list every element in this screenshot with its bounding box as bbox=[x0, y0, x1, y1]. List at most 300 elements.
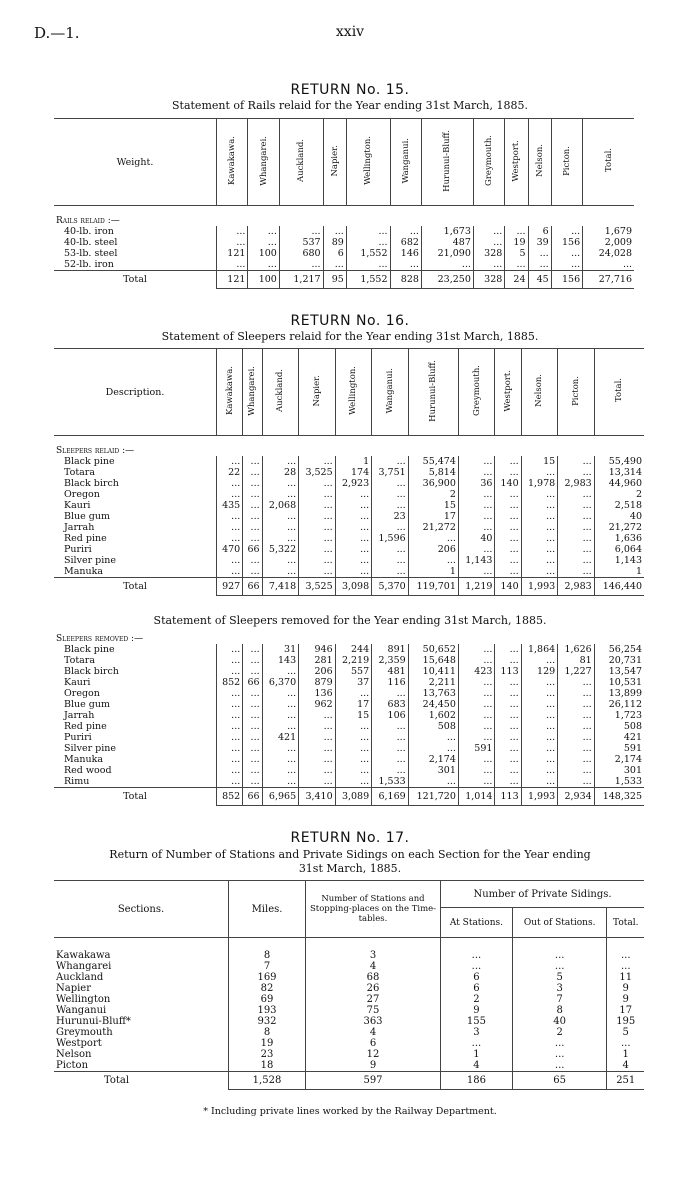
table-cell: ... bbox=[243, 511, 262, 522]
total-label: Total bbox=[54, 1072, 229, 1090]
table-cell: ... bbox=[299, 765, 336, 776]
table-cell: ... bbox=[528, 248, 551, 259]
cell-total: 9 bbox=[607, 994, 644, 1005]
table-row bbox=[54, 237, 634, 248]
table-cell: 50,652 bbox=[408, 644, 458, 655]
table-cell: ... bbox=[335, 533, 372, 544]
table-cell: 39 bbox=[528, 237, 551, 248]
return-16-subtitle: Statement of Sleepers relaid for the Year ending 31st March, 1885. bbox=[161, 330, 539, 343]
table-cell: 301 bbox=[594, 765, 644, 776]
table-cell: ... bbox=[458, 732, 495, 743]
table-cell: ... bbox=[323, 259, 346, 271]
table-cell: ... bbox=[558, 743, 595, 754]
table-cell: ... bbox=[495, 776, 521, 788]
table-cell: ... bbox=[390, 226, 421, 237]
table-cell: ... bbox=[408, 732, 458, 743]
cell-at: 9 bbox=[441, 1005, 513, 1016]
table-cell: 3,751 bbox=[372, 467, 409, 478]
table-cell: ... bbox=[495, 467, 521, 478]
table-cell: 89 bbox=[323, 237, 346, 248]
column-header bbox=[473, 119, 504, 206]
section-row bbox=[54, 206, 634, 227]
column-header-label: Hurunui-Bluff. bbox=[428, 359, 439, 422]
total-cell: 66 bbox=[243, 578, 262, 596]
row-label: Black birch bbox=[64, 666, 119, 677]
table-cell: ... bbox=[217, 489, 243, 500]
table-cell: 10,531 bbox=[594, 677, 644, 688]
table-cell: 15 bbox=[408, 500, 458, 511]
table-cell: ... bbox=[346, 237, 390, 248]
table-cell: ... bbox=[458, 765, 495, 776]
at-stations-header: At Stations. bbox=[441, 908, 513, 938]
table-cell: ... bbox=[243, 743, 262, 754]
table-cell: 22 bbox=[217, 467, 243, 478]
table-cell: ... bbox=[558, 677, 595, 688]
cell-out: 8 bbox=[512, 1005, 607, 1016]
table-cell: ... bbox=[299, 743, 336, 754]
table-cell: 24,450 bbox=[408, 699, 458, 710]
column-header bbox=[558, 349, 595, 436]
table-cell: ... bbox=[521, 732, 558, 743]
table-cell: ... bbox=[495, 655, 521, 666]
table-cell: ... bbox=[495, 754, 521, 765]
total-cell: 113 bbox=[495, 788, 521, 806]
section-name: Westport bbox=[56, 1038, 102, 1049]
cell-total: ... bbox=[607, 938, 644, 962]
column-header bbox=[243, 349, 262, 436]
table-cell: ... bbox=[262, 710, 299, 721]
table-cell: ... bbox=[495, 500, 521, 511]
table-cell: 1,636 bbox=[594, 533, 644, 544]
table-cell: ... bbox=[558, 522, 595, 533]
row-label: Manuka bbox=[64, 566, 104, 577]
table-cell: ... bbox=[521, 533, 558, 544]
table-cell: 6,370 bbox=[262, 677, 299, 688]
table-cell: ... bbox=[458, 467, 495, 478]
table-cell: ... bbox=[262, 754, 299, 765]
total-cell: 23,250 bbox=[421, 271, 473, 289]
total-cell: 2,934 bbox=[558, 788, 595, 806]
table-cell: 17 bbox=[408, 511, 458, 522]
table-cell: ... bbox=[217, 710, 243, 721]
cell-at: 3 bbox=[441, 1027, 513, 1038]
table-cell: 281 bbox=[299, 655, 336, 666]
table-cell: ... bbox=[243, 710, 262, 721]
table-cell: ... bbox=[495, 489, 521, 500]
table-cell: ... bbox=[551, 226, 582, 237]
table-cell: ... bbox=[262, 699, 299, 710]
total-row bbox=[54, 1072, 644, 1090]
table-cell: 36,900 bbox=[408, 478, 458, 489]
total-out: 65 bbox=[512, 1072, 607, 1090]
table-row bbox=[54, 765, 644, 776]
table-cell: 1,602 bbox=[408, 710, 458, 721]
table-row bbox=[54, 938, 644, 962]
column-header bbox=[346, 119, 390, 206]
total-cell: 852 bbox=[217, 788, 243, 806]
table-cell: 113 bbox=[495, 666, 521, 677]
cell-miles: 18 bbox=[229, 1060, 306, 1072]
total-cell: 45 bbox=[528, 271, 551, 289]
table-row bbox=[54, 544, 644, 555]
row-label: Red wood bbox=[64, 765, 112, 776]
table-cell: ... bbox=[458, 754, 495, 765]
section-name: Greymouth bbox=[56, 1027, 113, 1038]
table-cell: ... bbox=[372, 721, 409, 732]
total-cell: 121 bbox=[217, 271, 248, 289]
total-label: Total bbox=[54, 271, 217, 289]
sleepers-relaid-table bbox=[54, 348, 644, 596]
table-cell: 5,814 bbox=[408, 467, 458, 478]
table-cell: 470 bbox=[217, 544, 243, 555]
table-cell: 44,960 bbox=[594, 478, 644, 489]
table-cell: 140 bbox=[495, 478, 521, 489]
return-16-title: RETURN No. 16. bbox=[290, 313, 410, 329]
description-header: Weight. bbox=[54, 119, 217, 206]
table-cell: ... bbox=[458, 544, 495, 555]
table-cell: ... bbox=[558, 467, 595, 478]
table-cell: ... bbox=[558, 533, 595, 544]
table-cell: ... bbox=[335, 511, 372, 522]
table-cell: 946 bbox=[299, 644, 336, 655]
table-cell: 19 bbox=[505, 237, 528, 248]
total-cell: 828 bbox=[390, 271, 421, 289]
table-cell: 13,763 bbox=[408, 688, 458, 699]
cell-at: ... bbox=[441, 961, 513, 972]
return-17-title: RETURN No. 17. bbox=[290, 830, 410, 846]
table-row bbox=[54, 1038, 644, 1049]
description-header: Description. bbox=[54, 349, 217, 436]
table-cell: ... bbox=[217, 765, 243, 776]
table-cell: ... bbox=[521, 655, 558, 666]
table-row bbox=[54, 743, 644, 754]
table-cell: ... bbox=[217, 226, 248, 237]
table-cell: 1,143 bbox=[594, 555, 644, 566]
table-cell: ... bbox=[372, 522, 409, 533]
table-row bbox=[54, 721, 644, 732]
table-cell: ... bbox=[372, 566, 409, 578]
table-cell: ... bbox=[335, 566, 372, 578]
table-cell: ... bbox=[558, 710, 595, 721]
column-header-label: Westport. bbox=[511, 139, 522, 182]
table-cell: ... bbox=[335, 688, 372, 699]
table-cell: ... bbox=[243, 555, 262, 566]
cell-out: ... bbox=[512, 961, 607, 972]
table-cell: ... bbox=[335, 776, 372, 788]
table-cell: 1,596 bbox=[372, 533, 409, 544]
table-cell: ... bbox=[495, 644, 521, 655]
table-cell: 891 bbox=[372, 644, 409, 655]
total-cell: 27,716 bbox=[583, 271, 634, 289]
table-cell: ... bbox=[248, 237, 279, 248]
cell-out: ... bbox=[512, 1038, 607, 1049]
table-row bbox=[54, 983, 644, 994]
cell-at: 2 bbox=[441, 994, 513, 1005]
total-cell: 3,525 bbox=[299, 578, 336, 596]
cell-total: 9 bbox=[607, 983, 644, 994]
section-row bbox=[54, 632, 644, 644]
section-row bbox=[54, 436, 644, 457]
table-cell: 36 bbox=[458, 478, 495, 489]
total-cell: 2,983 bbox=[558, 578, 595, 596]
table-row bbox=[54, 555, 644, 566]
table-cell: ... bbox=[243, 456, 262, 467]
column-header-label: Nelson. bbox=[534, 144, 545, 177]
row-label: Jarrah bbox=[64, 710, 95, 721]
total-cell: 6,965 bbox=[262, 788, 299, 806]
table-cell: 682 bbox=[390, 237, 421, 248]
sidings-total-header: Total. bbox=[607, 908, 644, 938]
table-cell: ... bbox=[551, 259, 582, 271]
table-cell: 40 bbox=[458, 533, 495, 544]
column-header-label: Westport. bbox=[503, 369, 514, 412]
cell-stations: 4 bbox=[306, 1027, 441, 1038]
cell-stations: 12 bbox=[306, 1049, 441, 1060]
table-row bbox=[54, 961, 644, 972]
total-cell: 5,370 bbox=[372, 578, 409, 596]
table-cell: ... bbox=[262, 666, 299, 677]
table-cell: ... bbox=[458, 688, 495, 699]
table-cell: 206 bbox=[299, 666, 336, 677]
table-cell: 66 bbox=[243, 677, 262, 688]
row-label: Black pine bbox=[64, 456, 115, 467]
cell-total: 1 bbox=[607, 1049, 644, 1060]
table-cell: ... bbox=[217, 555, 243, 566]
table-row bbox=[54, 467, 644, 478]
table-cell: ... bbox=[495, 732, 521, 743]
row-label: Puriri bbox=[64, 732, 92, 743]
table-cell: 683 bbox=[372, 699, 409, 710]
page-number: xxiv bbox=[335, 24, 365, 40]
column-header bbox=[248, 119, 279, 206]
table-cell: 40 bbox=[594, 511, 644, 522]
table-cell: ... bbox=[408, 533, 458, 544]
table-cell: ... bbox=[217, 644, 243, 655]
row-label: Puriri bbox=[64, 544, 92, 555]
column-header bbox=[279, 119, 323, 206]
table-cell: ... bbox=[299, 776, 336, 788]
row-label: 52-lb. iron bbox=[64, 259, 114, 270]
table-cell: ... bbox=[217, 688, 243, 699]
table-cell: 20,731 bbox=[594, 655, 644, 666]
table-cell: ... bbox=[372, 478, 409, 489]
table-cell: 1,533 bbox=[372, 776, 409, 788]
table-cell: ... bbox=[217, 776, 243, 788]
table-cell: 328 bbox=[473, 248, 504, 259]
total-cell: 100 bbox=[248, 271, 279, 289]
column-header-label: Whangarei. bbox=[247, 365, 258, 416]
column-header-label: Greymouth. bbox=[484, 135, 495, 186]
table-cell: ... bbox=[521, 555, 558, 566]
table-cell: 21,272 bbox=[594, 522, 644, 533]
row-label: Kauri bbox=[64, 677, 91, 688]
table-cell: ... bbox=[558, 566, 595, 578]
out-of-stations-header: Out of Stations. bbox=[512, 908, 607, 938]
table-cell: ... bbox=[299, 456, 336, 467]
table-cell: 21,272 bbox=[408, 522, 458, 533]
table-cell: 6 bbox=[323, 248, 346, 259]
table-cell: 680 bbox=[279, 248, 323, 259]
total-cell: 7,418 bbox=[262, 578, 299, 596]
column-header bbox=[495, 349, 521, 436]
table-cell: ... bbox=[299, 522, 336, 533]
table-cell: 557 bbox=[335, 666, 372, 677]
total-label: Total bbox=[54, 578, 217, 596]
table-cell: 1,533 bbox=[594, 776, 644, 788]
cell-total: 195 bbox=[607, 1016, 644, 1027]
cell-miles: 8 bbox=[229, 938, 306, 962]
table-cell: 206 bbox=[408, 544, 458, 555]
table-cell: 100 bbox=[248, 248, 279, 259]
table-cell: ... bbox=[217, 721, 243, 732]
column-header bbox=[528, 119, 551, 206]
table-cell: ... bbox=[262, 533, 299, 544]
table-cell: ... bbox=[243, 754, 262, 765]
table-cell: ... bbox=[558, 688, 595, 699]
table-row bbox=[54, 644, 644, 655]
table-cell: 6 bbox=[528, 226, 551, 237]
table-cell: ... bbox=[521, 511, 558, 522]
column-header-label: Picton. bbox=[561, 145, 572, 176]
table-cell: ... bbox=[217, 566, 243, 578]
column-header bbox=[335, 349, 372, 436]
row-label: Silver pine bbox=[64, 743, 116, 754]
section-name: Nelson bbox=[56, 1049, 92, 1060]
table-cell: ... bbox=[243, 655, 262, 666]
cell-out: ... bbox=[512, 1060, 607, 1072]
table-cell: 66 bbox=[243, 544, 262, 555]
table-cell: 81 bbox=[558, 655, 595, 666]
cell-stations: 75 bbox=[306, 1005, 441, 1016]
table-cell: ... bbox=[262, 456, 299, 467]
private-sidings-header: Number of Private Sidings. bbox=[441, 881, 645, 908]
row-label: Black birch bbox=[64, 478, 119, 489]
total-at: 186 bbox=[441, 1072, 513, 1090]
table-cell: ... bbox=[551, 248, 582, 259]
table-cell: ... bbox=[458, 644, 495, 655]
table-cell: 13,899 bbox=[594, 688, 644, 699]
table-cell: ... bbox=[521, 688, 558, 699]
total-cell: 121,720 bbox=[408, 788, 458, 806]
table-cell: 301 bbox=[408, 765, 458, 776]
table-cell: 129 bbox=[521, 666, 558, 677]
row-label: Kauri bbox=[64, 500, 91, 511]
cell-total: 11 bbox=[607, 972, 644, 983]
table-cell: ... bbox=[583, 259, 634, 271]
table-cell: ... bbox=[495, 677, 521, 688]
table-cell: ... bbox=[346, 226, 390, 237]
cell-total: ... bbox=[607, 1038, 644, 1049]
column-header bbox=[505, 119, 528, 206]
sections-header: Sections. bbox=[54, 881, 229, 938]
table-cell: 537 bbox=[279, 237, 323, 248]
total-cell: 1,993 bbox=[521, 788, 558, 806]
table-cell: ... bbox=[248, 259, 279, 271]
table-row bbox=[54, 1016, 644, 1027]
total-cell: 1,552 bbox=[346, 271, 390, 289]
total-stations: 597 bbox=[306, 1072, 441, 1090]
cell-stations: 26 bbox=[306, 983, 441, 994]
table-cell: ... bbox=[262, 566, 299, 578]
column-header bbox=[458, 349, 495, 436]
table-cell: ... bbox=[372, 456, 409, 467]
table-cell: ... bbox=[495, 688, 521, 699]
table-cell: 116 bbox=[372, 677, 409, 688]
section-name: Wanganui bbox=[56, 1005, 107, 1016]
table-cell: 1,143 bbox=[458, 555, 495, 566]
table-cell: 13,314 bbox=[594, 467, 644, 478]
table-cell: ... bbox=[299, 478, 336, 489]
section-name: Auckland bbox=[56, 972, 104, 983]
table-row bbox=[54, 677, 644, 688]
table-cell: 56,254 bbox=[594, 644, 644, 655]
cell-out: ... bbox=[512, 938, 607, 962]
table-cell: 23 bbox=[372, 511, 409, 522]
table-cell: ... bbox=[458, 776, 495, 788]
total-cell: 6,169 bbox=[372, 788, 409, 806]
table-cell: 421 bbox=[262, 732, 299, 743]
table-cell: 17 bbox=[335, 699, 372, 710]
cell-at: ... bbox=[441, 1038, 513, 1049]
total-cell: 66 bbox=[243, 788, 262, 806]
table-cell: 13,547 bbox=[594, 666, 644, 677]
table-cell: 2,211 bbox=[408, 677, 458, 688]
total-cell: 3,098 bbox=[335, 578, 372, 596]
table-cell: 2,359 bbox=[372, 655, 409, 666]
table-cell: ... bbox=[262, 776, 299, 788]
column-header-label: Nelson. bbox=[534, 374, 545, 407]
table-cell: ... bbox=[521, 754, 558, 765]
table-cell: ... bbox=[299, 754, 336, 765]
table-cell: ... bbox=[558, 500, 595, 511]
section-name: Kawakawa bbox=[56, 950, 111, 961]
table-cell: ... bbox=[558, 489, 595, 500]
column-header-label: Wanganui. bbox=[400, 137, 411, 184]
table-row bbox=[54, 994, 644, 1005]
rails-relaid-table bbox=[54, 118, 634, 289]
column-header-label: Wanganui. bbox=[384, 367, 395, 414]
table-cell: ... bbox=[495, 544, 521, 555]
row-label: Jarrah bbox=[64, 522, 95, 533]
table-cell: ... bbox=[248, 226, 279, 237]
row-label: Red pine bbox=[64, 721, 107, 732]
table-cell: ... bbox=[458, 710, 495, 721]
table-cell: ... bbox=[521, 776, 558, 788]
table-cell: ... bbox=[495, 699, 521, 710]
table-cell: ... bbox=[335, 544, 372, 555]
table-cell: 2,174 bbox=[594, 754, 644, 765]
section-name: Whangarei bbox=[56, 961, 112, 972]
table-row bbox=[54, 566, 644, 578]
section-label: Sleepers removed :— bbox=[56, 634, 144, 644]
table-cell: ... bbox=[495, 765, 521, 776]
table-cell: ... bbox=[262, 721, 299, 732]
column-header-label: Greymouth. bbox=[471, 365, 482, 416]
table-cell: ... bbox=[372, 500, 409, 511]
table-cell: 1 bbox=[335, 456, 372, 467]
table-cell: ... bbox=[335, 721, 372, 732]
cell-stations: 9 bbox=[306, 1060, 441, 1072]
table-row bbox=[54, 776, 644, 788]
document-reference: D.—1. bbox=[34, 24, 80, 42]
cell-miles: 69 bbox=[229, 994, 306, 1005]
table-cell: ... bbox=[558, 776, 595, 788]
table-cell: ... bbox=[346, 259, 390, 271]
table-cell: 962 bbox=[299, 699, 336, 710]
cell-total: 4 bbox=[607, 1060, 644, 1072]
table-cell: ... bbox=[279, 226, 323, 237]
column-header bbox=[521, 349, 558, 436]
